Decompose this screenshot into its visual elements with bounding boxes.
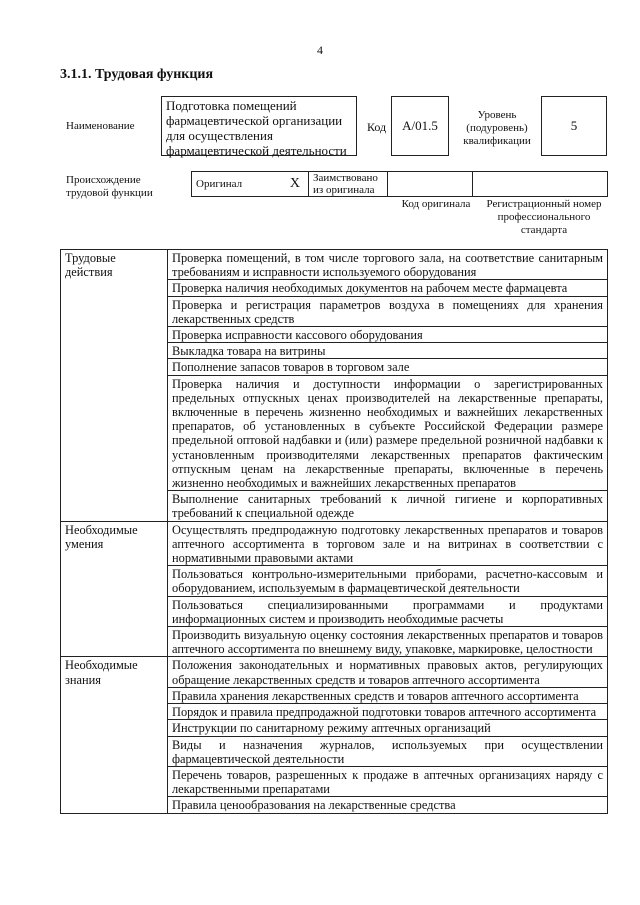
function-name-line: Подготовка помещений bbox=[166, 98, 297, 113]
borrowed-label-line: из оригинала bbox=[313, 184, 375, 196]
skill-item: Осуществлять предпродажную подготовку лекарственных препаратов и товаров аптечного ассортимента в торговом зале и на витринах в соответствии с нормативными правовыми актами bbox=[168, 521, 608, 566]
labor-action-item: Проверка исправности кассового оборудования bbox=[168, 327, 608, 343]
borrowed-label-line: Заимствовано bbox=[313, 172, 378, 184]
category-label-line: Необходимые bbox=[65, 658, 138, 673]
labor-action-item: Пополнение запасов товаров в торговом зале bbox=[168, 359, 608, 375]
labor-action-item: Выкладка товара на витрины bbox=[168, 343, 608, 359]
skill-item: Пользоваться специализированными программами и продуктами информационных систем и производить необходимые расчеты bbox=[168, 596, 608, 626]
function-name-line: фармацевтической деятельности bbox=[166, 143, 347, 158]
skill-item: Пользоваться контрольно-измерительными приборами, расчетно-кассовым и оборудованием, используемым в фармацевтической деятельности bbox=[168, 566, 608, 596]
origin-label-line: Происхождение bbox=[66, 174, 141, 186]
labor-actions-label bbox=[61, 250, 168, 522]
knowledge-item: Виды и назначения журналов, используемых при осуществлении фармацевтической деятельности bbox=[168, 736, 608, 766]
category-label-line: Необходимые bbox=[65, 522, 138, 537]
knowledge-item: Правила хранения лекарственных средств и товаров аптечного ассортимента bbox=[168, 687, 608, 703]
knowledge-item: Положения законодательных и нормативных правовых актов, регулирующих обращение лекарственных средств и товаров аптечного ассортимента bbox=[168, 657, 608, 687]
category-label-line: умения bbox=[65, 536, 104, 551]
code-value: A/01.5 bbox=[402, 118, 438, 133]
name-label: Наименование bbox=[66, 120, 135, 132]
category-label-line: Трудовые bbox=[65, 251, 116, 265]
original-code-caption: Код оригинала bbox=[401, 198, 471, 210]
table-row bbox=[61, 521, 608, 566]
knowledge-item: Инструкции по санитарному режиму аптечных организаций bbox=[168, 720, 608, 736]
category-label-line: знания bbox=[65, 672, 101, 687]
reg-caption-line: стандарта bbox=[520, 224, 568, 236]
labor-action-item: Проверка и регистрация параметров воздуха в помещениях для хранения лекарственных средств bbox=[168, 296, 608, 326]
page-number: 4 bbox=[317, 43, 323, 57]
origin-table bbox=[191, 171, 608, 197]
reg-caption-line: профессионального bbox=[497, 211, 591, 223]
origin-label bbox=[66, 174, 153, 200]
function-name-line: фармацевтической организации bbox=[166, 113, 343, 128]
original-mark: X bbox=[289, 176, 300, 191]
function-name-line: для осуществления bbox=[166, 128, 273, 143]
level-value: 5 bbox=[570, 118, 578, 133]
code-label: Код bbox=[367, 120, 387, 134]
category-label-line: действия bbox=[65, 265, 113, 280]
knowledge-label bbox=[61, 657, 168, 813]
reg-caption-line: Регистрационный номер bbox=[486, 198, 602, 210]
level-label-line: (подуровень) bbox=[466, 122, 528, 134]
labor-action-item: Проверка помещений, в том числе торгового зала, на соответствие санитарным требованиям и исправности используемого оборудования bbox=[168, 250, 608, 280]
borrowed-cell bbox=[309, 172, 388, 197]
code-box bbox=[391, 96, 449, 156]
knowledge-item: Правила ценообразования на лекарственные средства bbox=[168, 797, 608, 813]
reg-number-caption bbox=[478, 198, 610, 237]
labor-action-item: Выполнение санитарных требований к личной гигиене и корпоративных требований к специальной одежде bbox=[168, 491, 608, 521]
origin-label-line: трудовой функции bbox=[66, 187, 153, 199]
level-box bbox=[541, 96, 607, 156]
section-title: 3.1.1. Трудовая функция bbox=[60, 67, 214, 82]
table-row bbox=[61, 250, 608, 280]
level-label-line: квалификации bbox=[463, 135, 531, 147]
functions-table bbox=[60, 249, 608, 814]
knowledge-item: Порядок и правила предпродажной подготовки товаров аптечного ассортимента bbox=[168, 704, 608, 720]
labor-action-item: Проверка наличия и доступности информации о зарегистрированных предельных отпускных ценах производителей на лекарственные препараты, включенные в перечень жизненно необходимых и важнейших лекарственных препаратов, об установленных в субъекте Российской Федерации размере предельной оптовой надбавки и (или) размере предельной розничной надбавки к установленным производителями лекарственных препаратов фактическим отпускным ценам на лекарственные препараты, включенные в перечень жизненно необходимых и важнейших лекарственных препаратов bbox=[168, 375, 608, 491]
table-row bbox=[61, 657, 608, 687]
level-label-line: Уровень bbox=[477, 109, 517, 121]
function-name-box bbox=[161, 96, 357, 156]
knowledge-item: Перечень товаров, разрешенных к продаже в аптечных организациях наряду с лекарственными препаратами bbox=[168, 766, 608, 796]
original-code-cell bbox=[388, 172, 473, 197]
original-cell bbox=[192, 172, 309, 197]
reg-number-cell bbox=[473, 172, 608, 197]
skill-item: Производить визуальную оценку состояния лекарственных препаратов и товаров аптечного ассортимента по внешнему виду, упаковке, маркировке, целостности bbox=[168, 627, 608, 657]
skills-label bbox=[61, 521, 168, 657]
level-label bbox=[458, 109, 536, 148]
original-label: Оригинал bbox=[196, 178, 243, 190]
labor-action-item: Проверка наличия необходимых документов на рабочем месте фармацевта bbox=[168, 280, 608, 296]
